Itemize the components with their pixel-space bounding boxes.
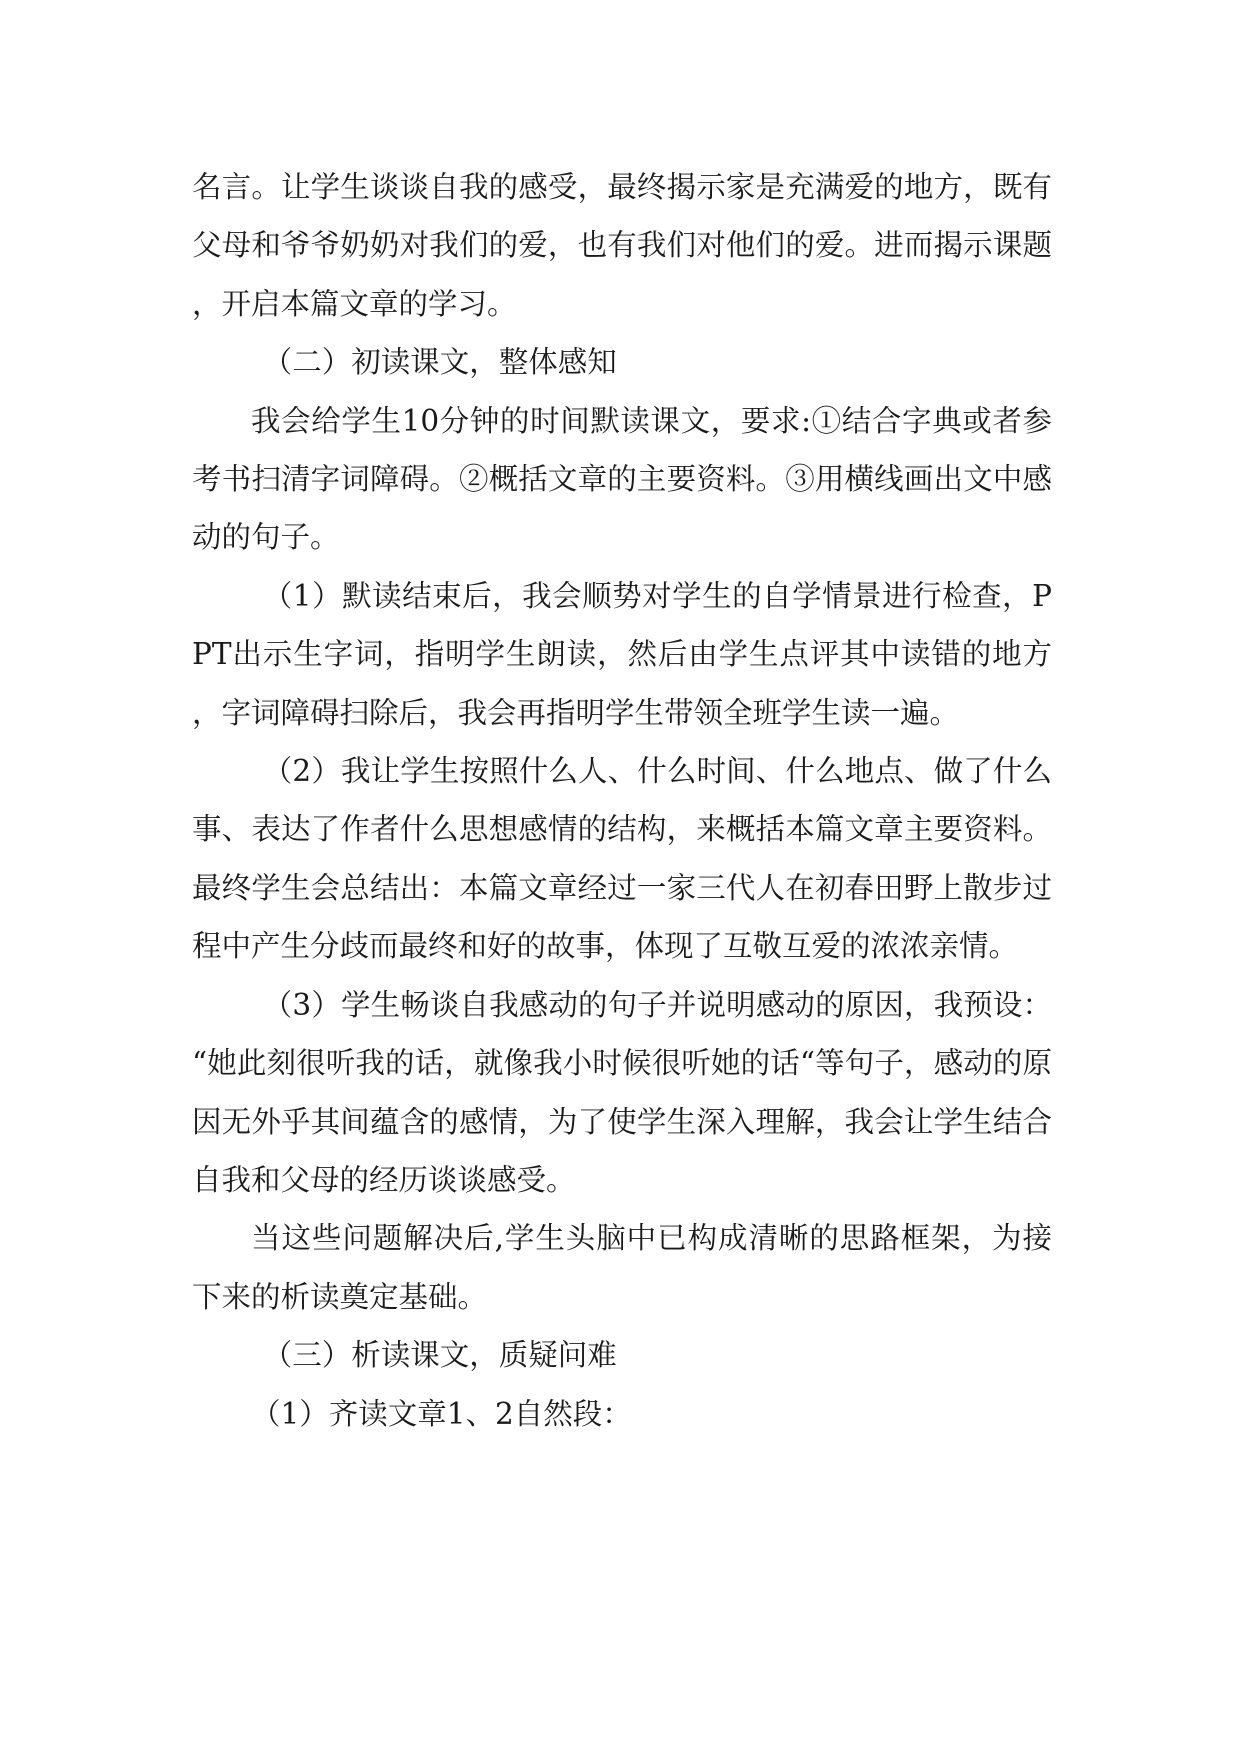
paragraph-7: 当这些问题解决后,学生头脑中已构成清晰的思路框架，为接下来的析读奠定基础。 [192,1221,1052,1314]
paragraph-3: 我会给学生10分钟的时间默读课文，要求:①结合字典或者参考书扫清字词障碍。②概括文章的主要资料。③用横线画出文中感动的句子。 [192,403,1052,555]
paragraph-1: 名言。让学生谈谈自我的感受，最终揭示家是充满爱的地方，既有父母和爷爷奶奶对我们的爱，也有我们对他们的爱。进而揭示课题，开启本篇文章的学习。 [192,170,1052,321]
paragraph-9: （1）齐读文章1、2自然段： [251,1396,632,1431]
section-heading-3: （三）析读课文，质疑问难 [262,1338,617,1373]
paragraph-4: （1）默读结束后，我会顺势对学生的自学情景进行检查，PPT出示生字词，指明学生朗读，然后由学生点评其中读错的地方，字词障碍扫除后，我会再指明学生带领全班学生读一遍。 [192,578,1052,730]
section-heading-2: （二）初读课文，整体感知 [262,345,617,380]
paragraph-5: （2）我让学生按照什么人、什么时间、什么地点、做了什么事、表达了作者什么思想感情的结构，来概括本篇文章主要资料。最终学生会总结出：本篇文章经过一家三代人在初春田野上散步过程中产生分歧而最终和好的故事，体现了互敬互爱的浓浓亲情。 [192,754,1052,964]
document-page [192,158,1052,1443]
paragraph-6: （3）学生畅谈自我感动的句子并说明感动的原因，我预设：“她此刻很听我的话，就像我小时候很听她的话“等句子，感动的原因无外乎其间蕴含的感情，为了使学生深入理解，我会让学生结合自我和父母的经历谈谈感受。 [192,987,1052,1197]
